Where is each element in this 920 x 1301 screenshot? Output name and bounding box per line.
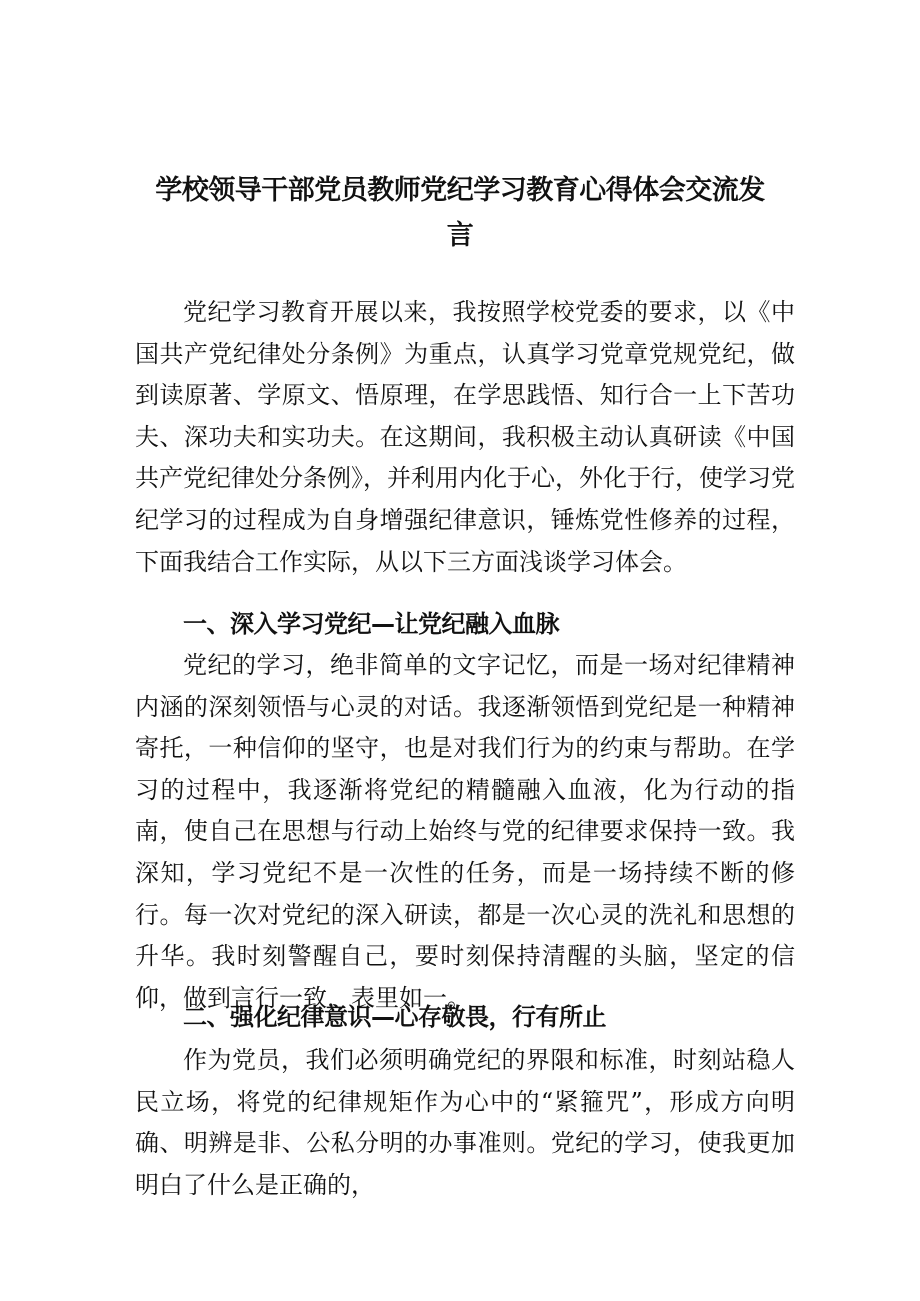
document-title-line1: 学校领导干部党员教师党纪学习教育心得体会交流发	[155, 175, 765, 206]
section-heading-1: 一、深入学习党纪—让党纪融入血脉	[183, 610, 559, 638]
paragraph-section-1: 党纪的学习，绝非简单的文字记忆，而是一场对纪律精神内涵的深刻领悟与心灵的对话。我逐渐领悟到党纪是一种精神寄托，一种信仰的坚守，也是对我们行为的约束与帮助。在学习的过程中，我逐渐将党纪的精髓融入血液，化为行动的指南，使自己在思想与行动上始终与党的纪律要求保持一致。我深知，学习党纪不是一次性的任务，而是一场持续不断的修行。每一次对党纪的深入研读，都是一次心灵的洗礼和思想的升华。我时刻警醒自己，要时刻保持清醒的头脑，坚定的信仰，做到言行一致，表里如一。	[135, 651, 795, 1012]
document-title-line2: 言	[446, 220, 474, 251]
paragraph-intro: 党纪学习教育开展以来，我按照学校党委的要求，以《中国共产党纪律处分条例》为重点，认真学习党章党规党纪，做到读原著、学原文、悟原理，在学思践悟、知行合一上下苦功夫、深功夫和实功夫。在这期间，我积极主动认真研读《中国共产党纪律处分条例》，并利用内化于心，外化于行，使学习党纪学习的过程成为自身增强纪律意识，锤炼党性修养的过程，下面我结合工作实际，从以下三方面浅谈学习体会。	[135, 298, 795, 576]
paragraph-section-2: 作为党员，我们必须明确党纪的界限和标准，时刻站稳人民立场，将党的纪律规矩作为心中的“紧箍咒”，形成方向明确、明辨是非、公私分明的办事准则。党纪的学习，使我更加明白了什么是正确的，	[135, 1046, 795, 1199]
section-heading-2: 二、强化纪律意识—心存敬畏，行有所止	[183, 1003, 606, 1031]
